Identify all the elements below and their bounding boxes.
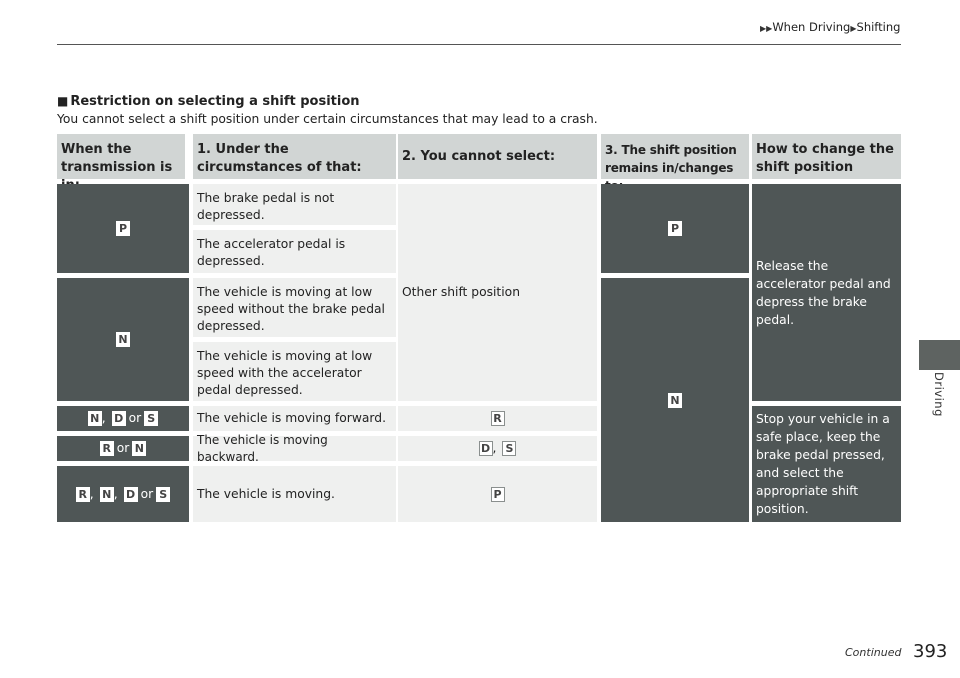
condition-moving-forward: The vehicle is moving forward. [193,406,396,431]
breadcrumb-arrow-icon: ▶ [850,24,857,33]
shift-key-d: D [479,441,493,456]
or-text: or [116,441,130,455]
shift-key-n: N [100,487,114,502]
shift-key-n: N [88,411,102,426]
header-cannot-select: 2. You cannot select: [398,134,597,179]
shift-key-r: R [491,411,505,426]
trans-p-cell [57,184,189,273]
breadcrumb [760,20,900,34]
header-divider [57,44,901,45]
condition-low-speed-no-brake: The vehicle is moving at low speed without the brake pedal depressed. [193,278,396,337]
header-how-to-change: How to change the shift position [752,134,901,179]
condition-moving-backward: The vehicle is moving backward. [193,436,396,461]
comma-text: , [101,411,106,425]
cannot-select-ds-cell [398,436,597,461]
shift-key-p: P [116,221,130,236]
shift-key-d: D [112,411,126,426]
cannot-select-p-cell [398,466,597,522]
header-circumstances: 1. Under the circumstances of that: [193,134,396,179]
breadcrumb-item-when-driving[interactable]: When Driving [772,20,851,34]
shift-key-p: P [491,487,505,502]
comma-text: , [89,486,94,501]
or-text: or [140,486,154,501]
section-intro: You cannot select a shift position under certain circumstances that may lead to a crash. [57,112,598,126]
how-to-release-accelerator: Release the accelerator pedal and depress the brake pedal. [752,184,901,401]
shift-key-d: D [124,487,138,502]
or-text: or [128,411,142,425]
shift-key-r: R [100,441,114,456]
condition-moving: The vehicle is moving. [193,466,396,522]
comma-text: , [113,486,118,501]
shift-key-n: N [668,393,682,408]
condition-brake-not-depressed: The brake pedal is not depressed. [193,184,396,225]
trans-rn-cell [57,436,189,461]
shift-key-r: R [76,487,90,502]
trans-n-cell [57,278,189,401]
section-title-text: Restriction on selecting a shift position [70,94,360,109]
how-to-stop-vehicle: Stop your vehicle in a safe place, keep the brake pedal pressed, and select the appropriate shift position. [752,406,901,522]
shift-key-s: S [144,411,158,426]
shift-key-n: N [116,332,130,347]
shift-key-p: P [668,221,682,236]
condition-low-speed-accelerator: The vehicle is moving at low speed with the accelerator pedal depressed. [193,342,396,401]
comma-text: , [492,441,497,455]
chapter-tab[interactable] [919,340,960,370]
result-n-cell [601,278,749,522]
section-title [57,94,360,109]
header-transmission: When the transmission is [57,134,185,179]
shift-key-s: S [502,441,516,456]
result-p-cell [601,184,749,273]
cannot-select-other: Other shift position [398,184,597,401]
cannot-select-r-cell [398,406,597,431]
square-bullet-icon: ■ [57,94,69,108]
trans-rnds-cell [57,466,189,522]
breadcrumb-arrow-icon: ▶▶ [760,24,773,33]
continued-label: Continued [845,646,902,659]
shift-key-n: N [132,441,146,456]
breadcrumb-item-shifting[interactable]: Shifting [856,20,901,34]
shift-key-s: S [156,487,170,502]
header-remains-in: 3. The shift position remains in/changes [601,134,749,179]
chapter-label: Driving [932,372,946,417]
condition-accelerator-depressed: The accelerator pedal is depressed. [193,230,396,273]
trans-nds-cell [57,406,189,431]
page-number: 393 [913,641,948,662]
